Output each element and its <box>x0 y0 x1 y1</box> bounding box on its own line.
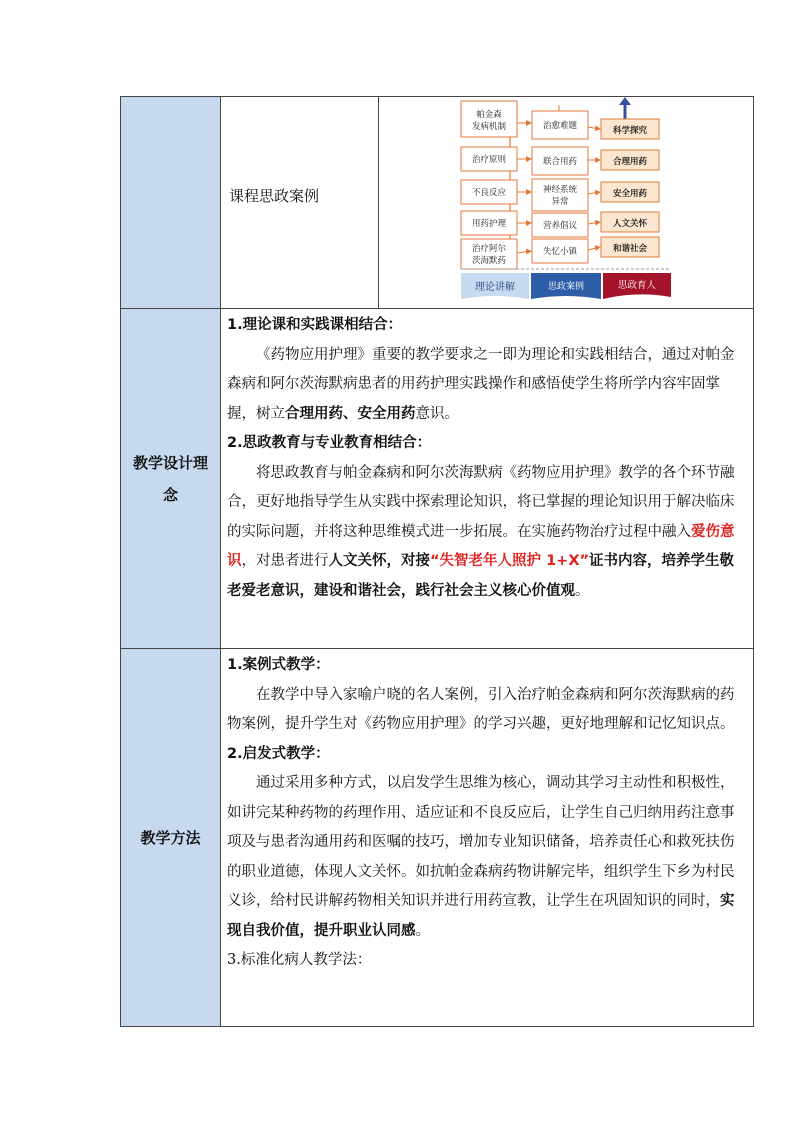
t-right-3: 人文关怀 <box>612 219 648 229</box>
design-para-2-bold-2: 证书内容，培养学生敬老爱老意识，建设和谐社会，践行社会主义核心价值观 <box>227 553 735 599</box>
t-mid-0: 治愈难题 <box>542 121 578 131</box>
design-para-1-end: 意识。 <box>415 405 459 422</box>
method-para-2 <box>227 769 747 946</box>
method-para-2-text: 通过采用多种方式，以启发学生思维为核心，调动其学习主动性和积极性，如讲完某种药物的药理作用、适应证和不良反应后，让学生自己归纳用药注意事项及与患者沟通用药和医嘱的技巧，增加专业知识储备，培养责任心和救死扶伤的职业道德，体现人文关怀。如抗帕金森病药物讲解完毕，组织学生下乡为村民义诊，给村民讲解药物相关知识并进行用药宣教，让学生在巩固知识的同时， <box>227 775 735 909</box>
method-heading-2: 2.启发式教学： <box>227 745 330 762</box>
design-heading-2: 2.思政教育与专业教育相结合： <box>227 435 432 451</box>
t-left-4: 用药护理 <box>471 219 507 229</box>
course-diagram <box>379 97 754 304</box>
row1-label-cell <box>121 97 221 309</box>
method-para-2-bold: 实现自我价值，提升职业认同感 <box>227 893 735 939</box>
t-bottom-0: 理论讲解 <box>475 282 515 293</box>
case-label-cell <box>221 97 379 309</box>
t-left-6: 茨海默药 <box>471 256 507 266</box>
t-bottom-1: 思政案例 <box>547 282 585 292</box>
design-para-2-red-1: 爱伤意识 <box>227 523 735 569</box>
case-label: 课程思政案例 <box>229 187 320 205</box>
t-mid-3: 异常 <box>551 197 569 207</box>
design-label-cell <box>121 309 221 649</box>
row-design-concept <box>121 309 754 649</box>
design-para-1-text: 《药物应用护理》重要的教学要求之一即为理论和实践相结合，通过对帕金森病和阿尔茨海默病患者的用药护理实践操作和感悟使学生将所学内容牢固掌握，树立 <box>227 346 735 422</box>
t-bottom-2: 思政育人 <box>617 280 657 291</box>
t-mid-4: 营养倡议 <box>542 221 578 231</box>
method-heading-3: 3.标准化病人教学法： <box>227 952 372 968</box>
t-mid-2: 神经系统 <box>542 185 578 195</box>
t-right-4: 和谐社会 <box>612 244 648 254</box>
diagram-cell <box>379 97 754 309</box>
t-left-5: 治疗阿尔 <box>471 244 507 254</box>
t-right-1: 合理用药 <box>612 157 648 167</box>
method-heading-1: 1.案例式教学： <box>227 657 330 673</box>
t-left-0: 帕金森 <box>476 110 502 120</box>
method-content-cell <box>221 649 754 1027</box>
method-para-1: 在教学中导入家喻户晓的名人案例，引入治疗帕金森病和阿尔茨海默病的药物案例，提升学生对《药物应用护理》的学习兴趣，更好地理解和记忆知识点。 <box>227 686 735 732</box>
design-para-2 <box>227 459 747 607</box>
t-left-1: 发病机制 <box>471 122 507 132</box>
design-para-1 <box>227 341 747 430</box>
row-teaching-method <box>121 649 754 1027</box>
design-para-1-bold: 合理用药、安全用药 <box>285 405 416 422</box>
t-left-3: 不良反应 <box>471 188 507 198</box>
t-mid-1: 联合用药 <box>542 157 578 167</box>
design-content-cell <box>221 309 754 649</box>
design-para-2-text: 将思政教育与帕金森病和阿尔茨海默病《药物应用护理》教学的各个环节融合，更好地指导学生从实践中探索理论知识，将已掌握的理论知识用于解决临床的实际问题，并将这种思维模式进一步拓展。在实施药物治疗过程中融入 <box>227 464 735 540</box>
t-right-2: 安全用药 <box>612 189 648 199</box>
up-arrow-head <box>619 97 631 105</box>
design-para-2-bold-1: 人文关怀，对接 <box>328 553 430 569</box>
design-para-2-mid: ，对患者进行 <box>241 553 329 569</box>
t-mid-5: 失忆小镇 <box>542 247 578 257</box>
design-heading-1: 1.理论课和实践课相结合： <box>227 317 403 333</box>
design-para-2-red-2: “失智老年人照护 1+X” <box>430 553 590 569</box>
method-para-2-end: 。 <box>415 922 430 939</box>
lesson-plan-table <box>120 96 754 1027</box>
t-right-0: 科学探究 <box>612 126 648 136</box>
design-para-2-end: 。 <box>575 582 590 599</box>
design-label: 教学设计理念 <box>132 453 208 504</box>
row-course-case <box>121 97 754 309</box>
method-label: 教学方法 <box>140 828 201 847</box>
t-left-2: 治疗原则 <box>471 155 507 165</box>
method-label-cell <box>121 649 221 1027</box>
